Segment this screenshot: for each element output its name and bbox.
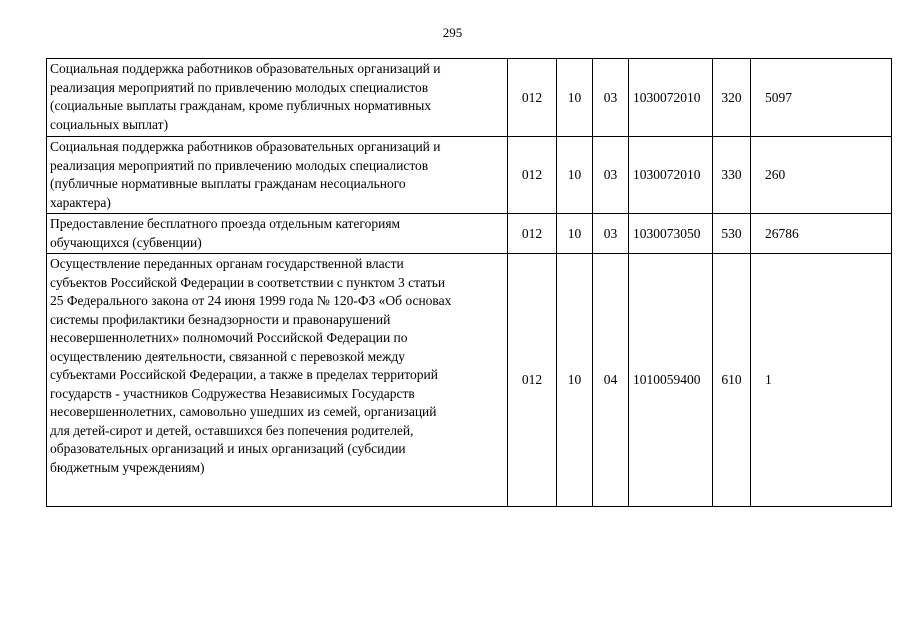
row-description: [47, 137, 508, 214]
table-row: [47, 214, 892, 254]
expense-type-code: 330: [713, 137, 751, 214]
budget-table-body: [47, 59, 892, 507]
description-line: несовершеннолетних, самовольно ушедших из семей, организаций: [50, 404, 437, 419]
target-article-code: 1030073050: [629, 214, 713, 254]
description-line: обучающихся (субвенции): [50, 234, 202, 250]
budget-table: [46, 58, 892, 507]
ministry-code: 012: [508, 137, 557, 214]
target-article-code: 1030072010: [629, 137, 713, 214]
description-line: субъектами Российской Федерации, а также в пределах территорий: [50, 367, 438, 382]
description-line: бюджетным учреждениям): [50, 459, 205, 475]
description-line: реализация мероприятий по привлечению молодых специалистов: [50, 157, 429, 173]
subsection-code: 03: [593, 137, 629, 214]
ministry-code: 012: [508, 59, 557, 137]
section-code: 10: [557, 59, 593, 137]
description-line: государств - участников Содружества Независимых Государств: [50, 385, 415, 401]
ministry-code: 012: [508, 254, 557, 507]
description-line: осуществлению деятельности, связанной с перевозкой между: [50, 348, 406, 364]
description-line: характера): [50, 194, 111, 210]
amount-value: 26786: [751, 214, 892, 254]
description-line: (публичные нормативные выплаты гражданам несоциального: [50, 176, 406, 191]
subsection-code: 03: [593, 59, 629, 137]
description-line: Социальная поддержка работников образовательных организаций и: [50, 139, 441, 154]
target-article-code: 1010059400: [629, 254, 713, 507]
description-line: системы профилактики безнадзорности и правонарушений: [50, 311, 391, 327]
amount-value: 5097: [751, 59, 892, 137]
row-description: [47, 254, 508, 507]
table-row: [47, 254, 892, 507]
description-line: субъектов Российской Федерации в соответствии с пунктом 3 статьи: [50, 274, 446, 290]
cell-spacer: [50, 477, 504, 506]
description-line: несовершеннолетних» полномочий Российской Федерации по: [50, 330, 408, 345]
table-row: [47, 59, 892, 137]
subsection-code: 04: [593, 254, 629, 507]
description-line: социальных выплат): [50, 116, 169, 132]
description-line: Социальная поддержка работников образовательных организаций и: [50, 61, 441, 76]
section-code: 10: [557, 137, 593, 214]
amount-value: 260: [751, 137, 892, 214]
amount-value: 1: [751, 254, 892, 507]
page-number: 295: [442, 25, 463, 40]
expense-type-code: 320: [713, 59, 751, 137]
table-row: [47, 137, 892, 214]
row-description: [47, 214, 508, 254]
section-code: 10: [557, 214, 593, 254]
description-line: (социальные выплаты гражданам, кроме публичных нормативных: [50, 98, 432, 113]
description-line: образовательных организаций и иных организаций (субсидии: [50, 441, 406, 456]
subsection-code: 03: [593, 214, 629, 254]
ministry-code: 012: [508, 214, 557, 254]
expense-type-code: 610: [713, 254, 751, 507]
description-line: реализация мероприятий по привлечению молодых специалистов: [50, 79, 429, 95]
expense-type-code: 530: [713, 214, 751, 254]
description-line: Осуществление переданных органам государственной власти: [50, 256, 404, 271]
description-line: Предоставление бесплатного проезда отдельным категориям: [50, 216, 401, 231]
row-description: [47, 59, 508, 137]
section-code: 10: [557, 254, 593, 507]
description-line: 25 Федерального закона от 24 июня 1999 года № 120-ФЗ «Об основах: [50, 293, 452, 308]
description-line: для детей-сирот и детей, оставшихся без попечения родителей,: [50, 422, 414, 438]
target-article-code: 1030072010: [629, 59, 713, 137]
